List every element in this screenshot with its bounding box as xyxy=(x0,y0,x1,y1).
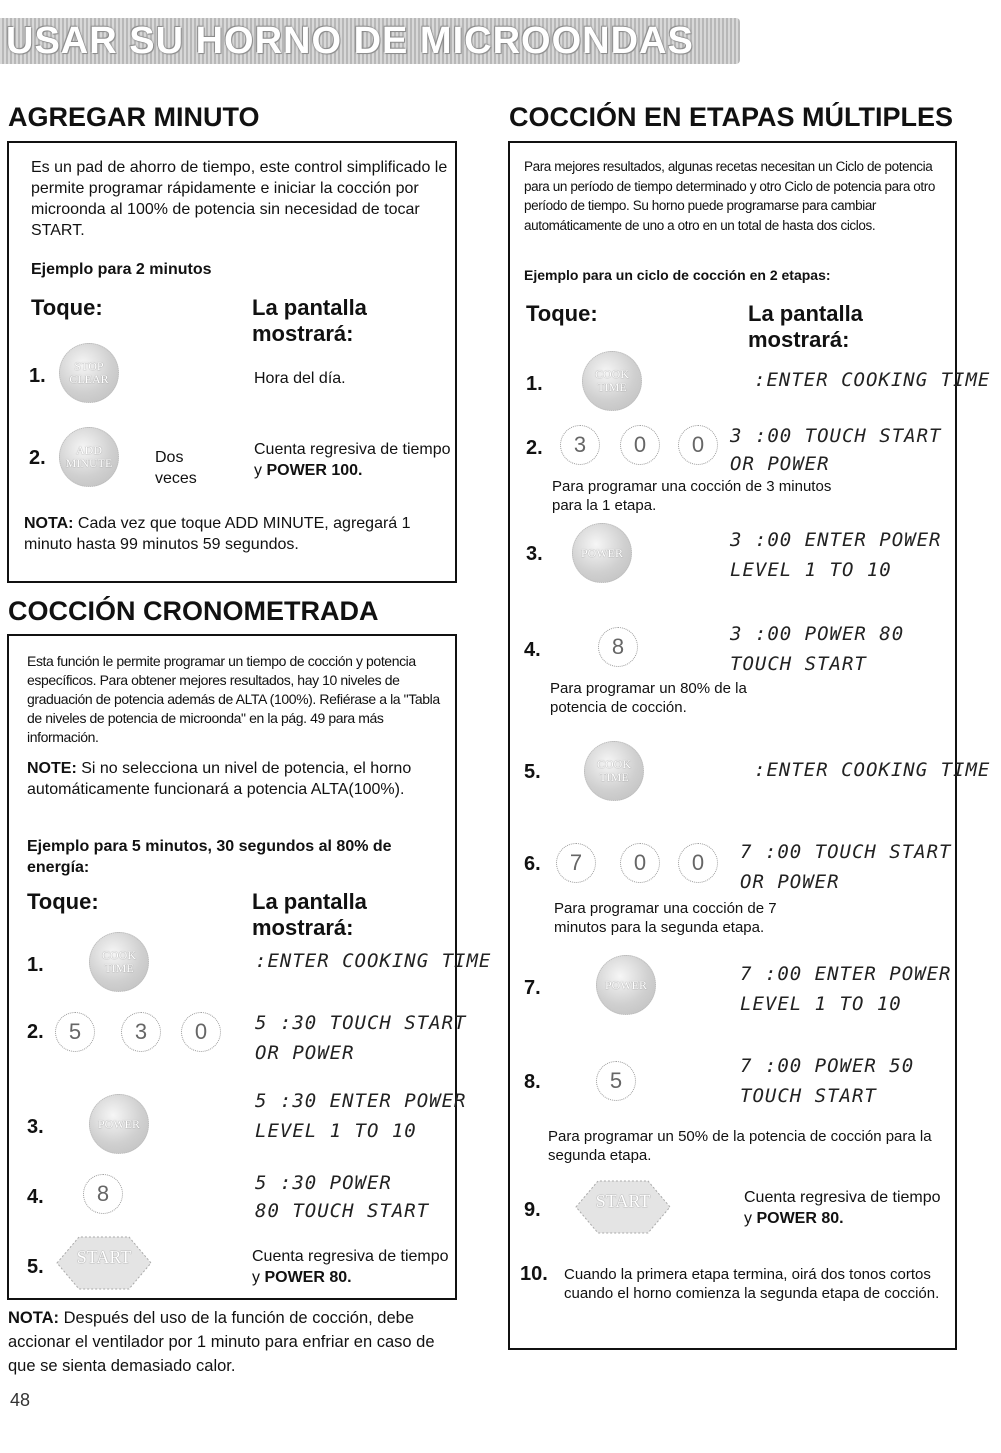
add-minute-title: AGREGAR MINUTO xyxy=(8,102,260,132)
power-button[interactable]: POWER xyxy=(89,1094,149,1154)
digit-5-button[interactable]: 5 xyxy=(55,1012,95,1052)
step-description: Cuando la primera etapa termina, oirá dos tonos cortos cuando el horno comienza la segunda etapa de cocción. xyxy=(564,1266,940,1302)
display-heading: La pantalla mostrará: xyxy=(748,301,863,352)
lcd-display: :ENTER COOKING TIME xyxy=(754,369,991,391)
start-button-label: START xyxy=(595,1191,651,1211)
digit-8-button[interactable]: 8 xyxy=(83,1174,123,1214)
lcd-display: 3 :00 ENTER POWER xyxy=(730,529,942,551)
step-description: Para programar una cocción de 3 minutos para la 1 etapa. xyxy=(552,478,832,514)
start-button[interactable] xyxy=(49,1233,159,1293)
timed-note xyxy=(27,758,447,800)
step-number: 1. xyxy=(526,373,543,395)
lcd-display: 7 :00 TOUCH START xyxy=(740,841,952,863)
step-number: 3. xyxy=(27,1116,44,1138)
digit-0-button[interactable]: 0 xyxy=(181,1012,221,1052)
step-number: 5. xyxy=(524,761,541,783)
lcd-display: LEVEL 1 TO 10 xyxy=(740,993,902,1015)
step-number: 4. xyxy=(27,1186,44,1208)
lcd-display: 7 :00 POWER 50 xyxy=(740,1055,915,1077)
step-description: Para programar una cocción de 7 minutos para la segunda etapa. xyxy=(554,900,777,936)
digit-0-button[interactable]: 0 xyxy=(678,843,718,883)
add-minute-box xyxy=(7,141,457,583)
lcd-display: 5 :30 TOUCH START xyxy=(255,1012,467,1034)
lcd-display: OR POWER xyxy=(255,1042,355,1064)
power-button[interactable]: POWER xyxy=(572,523,632,583)
cook-time-button[interactable]: COOK TIME xyxy=(584,741,644,801)
step-display-text: Hora del día. xyxy=(254,370,346,387)
display-text-a: Cuenta regresiva de tiempo y xyxy=(252,1248,449,1286)
lcd-display: OR POWER xyxy=(740,871,840,893)
step-display-text xyxy=(252,1246,452,1288)
step-number: 9. xyxy=(524,1199,541,1221)
add-minute-button[interactable]: ADD MINUTE xyxy=(59,427,119,487)
cook-time-button[interactable]: COOK TIME xyxy=(89,932,149,992)
lcd-display: LEVEL 1 TO 10 xyxy=(255,1120,417,1142)
timed-cooking-box xyxy=(7,634,492,1300)
start-button-label: START xyxy=(76,1247,132,1267)
step-number: 8. xyxy=(524,1071,541,1093)
display-text-b: POWER 80. xyxy=(756,1210,844,1227)
digit-8-button[interactable]: 8 xyxy=(598,627,638,667)
lcd-display: OR POWER xyxy=(730,453,830,475)
timed-example: Ejemplo para 5 minutos, 30 segundos al 80% de energía: xyxy=(27,838,392,876)
step-number: 7. xyxy=(524,977,541,999)
display-text-a: Cuenta regresiva de tiempo y xyxy=(744,1189,941,1227)
step-number: 10. xyxy=(520,1263,548,1285)
step-number: 2. xyxy=(526,437,543,459)
step-description: Para programar un 50% de la potencia de cocción para la segunda etapa. xyxy=(548,1128,932,1164)
note-label: NOTA: xyxy=(8,1309,60,1327)
step-display-text xyxy=(254,439,454,481)
step-number: 2. xyxy=(27,1021,44,1043)
step-number: 1. xyxy=(27,954,44,976)
lcd-display: 5 :30 POWER xyxy=(255,1172,392,1194)
lcd-display: :ENTER COOKING TIME xyxy=(754,759,991,781)
digit-3-button[interactable]: 3 xyxy=(560,425,600,465)
after-use-note xyxy=(8,1306,438,1378)
section-banner xyxy=(0,18,740,64)
display-text-b: POWER 100. xyxy=(266,462,363,479)
step-number: 4. xyxy=(524,639,541,661)
note-text: Cada vez que toque ADD MINUTE, agregará 1 minuto hasta 99 minutos 59 segundos. xyxy=(24,515,411,553)
times-text: Dos veces xyxy=(155,449,197,487)
step-number: 2. xyxy=(29,447,46,469)
step-description: Para programar un 80% de la potencia de cocción. xyxy=(550,680,747,716)
page-number: 48 xyxy=(10,1390,31,1410)
power-button[interactable]: POWER xyxy=(596,955,656,1015)
banner-title: USAR SU HORNO DE MICROONDAS xyxy=(6,20,694,62)
lcd-display: TOUCH START xyxy=(740,1085,877,1107)
display-heading: La pantalla mostrará: xyxy=(252,295,367,346)
display-text-a: Cuenta regresiva de tiempo y xyxy=(254,441,451,479)
digit-7-button[interactable]: 7 xyxy=(556,843,596,883)
stop-clear-button[interactable]: STOP CLEAR xyxy=(59,343,119,403)
add-minute-intro: Es un pad de ahorro de tiempo, este control simplificado le permite programar rápidamente e iniciar la cocción por microonda al 100% de potencia sin necesidad de tocar START. xyxy=(31,159,448,239)
start-button[interactable] xyxy=(568,1177,678,1237)
cook-time-button[interactable]: COOK TIME xyxy=(582,351,642,411)
multi-stage-box xyxy=(508,141,991,1350)
digit-0-button[interactable]: 0 xyxy=(620,425,660,465)
lcd-display: 80 TOUCH START xyxy=(255,1200,430,1222)
digit-0-button[interactable]: 0 xyxy=(678,425,718,465)
note-label: NOTE: xyxy=(27,760,77,777)
digit-0-button[interactable]: 0 xyxy=(620,843,660,883)
lcd-display: 3 :00 POWER 80 xyxy=(730,623,905,645)
add-minute-example: Ejemplo para 2 minutos xyxy=(31,261,212,278)
add-minute-note xyxy=(24,513,444,555)
timed-cooking-title: COCCIÓN CRONOMETRADA xyxy=(8,596,379,626)
display-text-b: POWER 80. xyxy=(264,1269,352,1286)
lcd-display: :ENTER COOKING TIME xyxy=(255,950,492,972)
touch-heading: Toque: xyxy=(31,295,103,320)
step-number: 1. xyxy=(29,365,46,387)
step-display-text xyxy=(744,1187,944,1229)
lcd-display: TOUCH START xyxy=(730,653,867,675)
touch-heading: Toque: xyxy=(526,301,598,326)
digit-3-button[interactable]: 3 xyxy=(121,1012,161,1052)
touch-heading: Toque: xyxy=(27,889,99,914)
step-number: 3. xyxy=(526,543,543,565)
lcd-display: 5 :30 ENTER POWER xyxy=(255,1090,467,1112)
note-label: NOTA: xyxy=(24,515,74,532)
note-text: Si no selecciona un nivel de potencia, el horno automáticamente funcionará a potencia ALTA(100%). xyxy=(27,760,412,798)
multi-intro: Para mejores resultados, algunas recetas necesitan un Ciclo de potencia para un período de tiempo determinado y otro Ciclo de potencia para otro período de tiempo. Su horno puede programarse para cambiar automáticamente de uno a otro en un total de hasta dos ciclos. xyxy=(524,159,935,233)
note-text: Después del uso de la función de cocción, debe accionar el ventilador por 1 minuto para enfriar en caso de que se sienta demasiado calor. xyxy=(8,1309,435,1375)
display-heading: La pantalla mostrará: xyxy=(252,889,367,940)
timed-intro: Esta función le permite programar un tiempo de cocción y potencia específicos. Para obtener mejores resultados, hay 10 niveles de graduación de potencia además de ALTA (100%). Refiérase a la "Tabla de niveles de potencia de microonda" en la pág. 49 para más información. xyxy=(27,653,440,745)
lcd-display: 7 :00 ENTER POWER xyxy=(740,963,952,985)
step-number: 6. xyxy=(524,853,541,875)
multi-stage-title: COCCIÓN EN ETAPAS MÚLTIPLES xyxy=(509,102,954,132)
digit-5-button[interactable]: 5 xyxy=(596,1061,636,1101)
multi-example: Ejemplo para un ciclo de cocción en 2 etapas: xyxy=(524,267,831,283)
lcd-display: 3 :00 TOUCH START xyxy=(730,425,942,447)
lcd-display: LEVEL 1 TO 10 xyxy=(730,559,892,581)
step-number: 5. xyxy=(27,1256,44,1278)
